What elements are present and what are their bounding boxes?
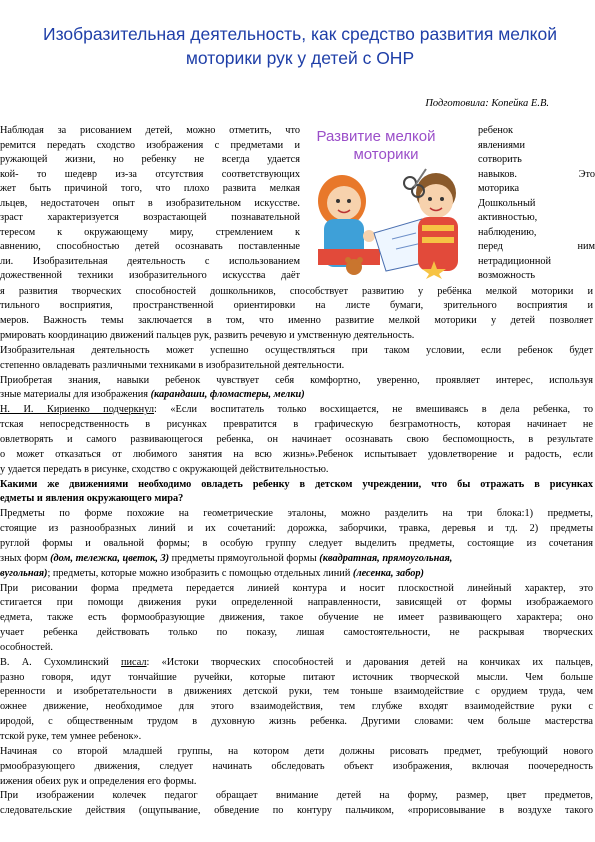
body-line: о может отказаться от любимого занятия на всю жизнь».Ребенок испытывает удовлетворение и радость, если xyxy=(0,448,593,460)
body-line: При рисовании форма предмета передается линией контура и носит плоскостной линейный характер, это xyxy=(0,582,593,594)
body-line: зные материалы для изображения (карандаши, фломастеры, мелки) xyxy=(0,389,305,401)
intro-left-line: льцев, недостаточен опыт в изобразительном искусстве. xyxy=(0,197,300,209)
body-line: следовательские действия (ощупывание, обведение по контуру пальчиком, «прорисовывание в воздухе такого xyxy=(0,805,593,817)
body-line: В. А. Сухомлинский писал: «Истоки творческих способностей и дарования детей на кончиках их пальцев, xyxy=(0,656,593,668)
body-line: Какими же движениями необходимо овладеть ребенку в детском учреждении, что бы отражать в рисунках xyxy=(0,478,593,490)
intro-left-line: кой- то шедевр из-за отсутствия соответствующих xyxy=(0,168,300,180)
intro-right-line: навыков. Это xyxy=(478,168,595,180)
body-line: рмообразующего движения, следует начинать обследовать объект изображения, включая поочередность xyxy=(0,760,593,772)
intro-left-line: зраст характеризуется возрастающей познавательной xyxy=(0,212,300,223)
intro-left-line: авнению, способностью детей осознавать поставленные xyxy=(0,241,300,252)
author-line: Подготовила: Копейка Е.В. xyxy=(425,98,549,109)
body-line: При изображении колечек педагог обращает внимание детей на форму, размер, цвет предметов, xyxy=(0,790,593,802)
intro-right-line: возможность xyxy=(478,270,536,281)
intro-right-line: нетрадиционной xyxy=(478,255,552,267)
intro-left-line: Наблюдая за рисованием детей, можно отметить, что xyxy=(0,125,300,136)
body-line: особностей. xyxy=(0,641,54,653)
body-line: Изобразительная деятельность может успешно осуществляться при таком условии, если ребенок будет xyxy=(0,344,593,356)
body-line: разно говоря, идут тончайшие ручейки, которые питают источник творческой мысли. Чем больше xyxy=(0,671,593,683)
body-line: Н. И. Кириенко подчеркнул: «Если воспитатель только восхищается, не вмешиваясь в дела ребенка, то xyxy=(0,404,593,416)
intro-right-line: Дошкольный xyxy=(478,197,536,209)
body-line: Начиная со второй младшей группы, на котором дети должны рисовать предмет, требующий нового xyxy=(0,745,593,757)
body-line: стоящие из разнообразных линий и их сочетаний: дорожка, заборчики, травка, деревья и тд. 2) предметы xyxy=(0,523,593,535)
body-line: еренности и изобретательности в движениях детской руки, тем тоньше взаимодействие с орудием труда, чем xyxy=(0,686,593,698)
intro-left-line: ремится передать сходство изображения с предметами и xyxy=(0,139,300,151)
body-line: ижения обеих рук и определения его формы. xyxy=(0,775,197,787)
body-line: иродой, с общественным трудом в духовную жизнь ребенка. Другими словами: чем больше мастерства xyxy=(0,716,593,728)
intro-left-column xyxy=(0,124,300,284)
intro-left-line: тересом к окружающему миру, стремлением к xyxy=(0,226,300,238)
intro-left-line: жет быть причиной того, что плохо развита мелкая xyxy=(0,183,300,194)
body-line: у удается передать в рисунке, сходство с окружающей действительностью. xyxy=(0,463,329,475)
illustration-caption-line2: моторики xyxy=(353,146,419,163)
materials-emphasis: (карандаши, фломастеры, мелки) xyxy=(148,389,305,401)
body-line: стигается при помощи движения руки определенной направленности, зависящей от формы изображаемого xyxy=(0,597,593,609)
intro-right-line: наблюдению, xyxy=(478,226,537,238)
body-line: овлетворять и самого развивающегося ребенка, он начинает осознавать свою беспомощность, в результате xyxy=(0,434,593,445)
body-line: тильного восприятия, пространственной ориентировки на листе бумаги, зрительного восприятия и xyxy=(0,300,593,312)
intro-left-line: ли. Изобразительная деятельность с использованием xyxy=(0,255,300,267)
body-line: тская непосредственность в рисунках превратится в графическую безграмотность, которая начинает не xyxy=(0,419,593,431)
body-line: Предметы по форме похожие на геометрические эталоны, можно разделить на три блока:1) предметы, xyxy=(0,508,593,520)
body-line: рмировать координацию движений пальцев рук, развить речевую и умственную деятельность. xyxy=(0,330,415,342)
page-title: Изобразительная деятельность, как средство развития мелкой моторики рук у детей с ОНР xyxy=(42,24,558,68)
body-line: едметы и явления окружающего мира? xyxy=(0,493,184,505)
intro-right-line: ребенок xyxy=(478,125,514,136)
body-line: ожнее движение, необходимое для этого взаимодействия, тем глубже входят взаимодействие руки с xyxy=(0,701,593,713)
body-line: едмета, также есть формообразующие движения, такое обучение не имеет развивающего характера; оно xyxy=(0,612,593,624)
intro-right-line: сотворить xyxy=(478,154,522,165)
illustration-caption-line1: Развитие мелкой xyxy=(316,128,436,145)
intro-right-line: явлениями xyxy=(478,139,525,151)
intro-right-line: активностью, xyxy=(478,212,538,223)
body-line: зных форм (дом, тележка, цветок, 3) предметы прямоугольной формы (квадратная, прямоугольная, xyxy=(0,552,453,564)
intro-left-line: ружающей жизни, но ребенку не всегда удается xyxy=(0,154,300,165)
body-line: я развития творческих способностей дошкольников, способствует развитию у ребёнка мелкой моторики и xyxy=(0,285,593,297)
body-line: Приобретая знания, навыки ребенок чувствует себя комфортно, уверенно, проявляет интерес, используя xyxy=(0,374,593,386)
children-drawing-illustration xyxy=(304,121,474,279)
intro-right-line: моторика xyxy=(478,183,520,194)
intro-left-line: дожественной техники изобразительного искусства даёт xyxy=(0,270,300,281)
body-line: учает ребенка действовать только по показу, лишая самостоятельности, не раскрывая творческих xyxy=(0,627,593,639)
body-line: руглой формы и овальной формы; в особую группу следует выделить предметы, состоящие из сочетания xyxy=(0,537,593,549)
body-line: тской руке, тем умнее ребенок». xyxy=(0,731,142,742)
body-line: меров. Важность темы заключается в том, что именно развитие мелкой моторики у детей позволяет xyxy=(0,315,593,327)
intro-right-column xyxy=(478,124,595,284)
body-line: степенно овладевать различными техниками в изобразительной деятельности. xyxy=(0,359,345,371)
intro-right-line: перед ним xyxy=(478,241,595,252)
body-line: вугольная); предметы, которые можно изобразить с помощью отдельных линий (лесенка, забор) xyxy=(0,567,424,579)
